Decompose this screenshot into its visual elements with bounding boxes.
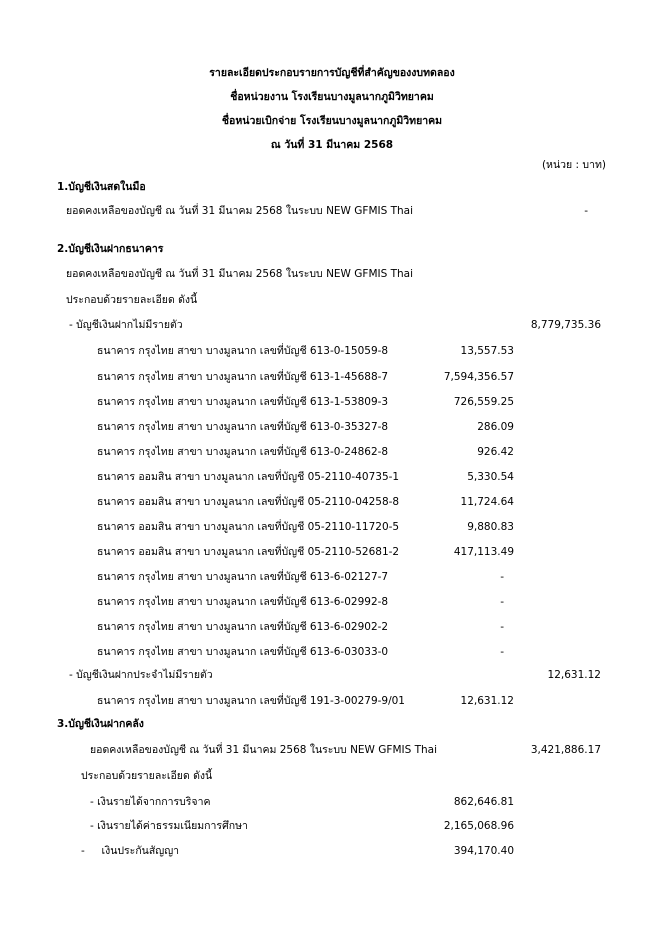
unit-label: (หน่วย : บาท) (541, 159, 606, 171)
group-b-total: 12,631.12 (547, 669, 601, 681)
account-row-value: 7,594,356.57 (443, 371, 514, 383)
account-row-label: ธนาคาร กรุงไทย สาขา บางมูลนาก เลขที่บัญชี 613-0-24862-8 (97, 446, 389, 458)
account-row-label: ธนาคาร กรุงไทย สาขา บางมูลนาก เลขที่บัญชี 613-0-35327-8 (97, 421, 389, 433)
account-row-label: ธนาคาร ออมสิน สาขา บางมูลนาก เลขที่บัญชี 05-2110-40735-1 (97, 471, 400, 483)
treasury-row-value: 862,646.81 (453, 796, 514, 808)
section1-heading: 1.บัญชีเงินสดในมือ (57, 181, 146, 193)
account-row-value: - (500, 571, 504, 583)
account-row-label: ธนาคาร กรุงไทย สาขา บางมูลนาก เลขที่บัญชี 613-1-53809-3 (97, 396, 389, 408)
treasury-row-label: - เงินรายได้จากการบริจาค (90, 796, 211, 808)
account-row-label: ธนาคาร กรุงไทย สาขา บางมูลนาก เลขที่บัญชี 191-3-00279-9/01 (97, 695, 405, 707)
section2-heading: 2.บัญชีเงินฝากธนาคาร (57, 243, 164, 255)
section3-balance-label: ยอดคงเหลือของบัญชี ณ วันที่ 31 มีนาคม 2568 ในระบบ NEW GFMIS Thai (90, 744, 438, 756)
account-row-value: - (500, 596, 504, 608)
account-row-value: 5,330.54 (467, 471, 514, 483)
account-row-value: 726,559.25 (453, 396, 514, 408)
report-title: รายละเอียดประกอบรายการบัญชีที่สำคัญของงบทดลอง (209, 67, 455, 79)
account-row-label: ธนาคาร กรุงไทย สาขา บางมูลนาก เลขที่บัญชี 613-6-02127-7 (97, 571, 389, 583)
account-row-label: ธนาคาร กรุงไทย สาขา บางมูลนาก เลขที่บัญชี 613-6-02992-8 (97, 596, 389, 608)
account-row-value: 926.42 (477, 446, 514, 458)
account-row-label: ธนาคาร ออมสิน สาขา บางมูลนาก เลขที่บัญชี 05-2110-04258-8 (97, 496, 400, 508)
as-of-date: ณ วันที่ 31 มีนาคม 2568 (270, 139, 394, 151)
section3-heading: 3.บัญชีเงินฝากคลัง (57, 718, 144, 730)
treasury-row-label: - เงินรายได้ค่าธรรมเนียมการศึกษา (90, 820, 248, 832)
section2-balance-label: ยอดคงเหลือของบัญชี ณ วันที่ 31 มีนาคม 2568 ในระบบ NEW GFMIS Thai (66, 268, 414, 280)
treasury-row-label: - เงินประกันสัญญา (81, 845, 180, 857)
section2-detail-label: ประกอบด้วยรายละเอียด ดังนี้ (66, 294, 198, 306)
group-a-total: 8,779,735.36 (530, 319, 601, 331)
section3-balance-value: 3,421,886.17 (530, 744, 601, 756)
account-row-value: - (500, 621, 504, 633)
treasury-row-value: 394,170.40 (453, 845, 514, 857)
account-row-label: ธนาคาร กรุงไทย สาขา บางมูลนาก เลขที่บัญชี 613-6-03033-0 (97, 646, 389, 658)
section3-detail-label: ประกอบด้วยรายละเอียด ดังนี้ (81, 770, 213, 782)
account-row-label: ธนาคาร ออมสิน สาขา บางมูลนาก เลขที่บัญชี 05-2110-11720-5 (97, 521, 400, 533)
account-row-label: ธนาคาร ออมสิน สาขา บางมูลนาก เลขที่บัญชี 05-2110-52681-2 (97, 546, 400, 558)
disbursing-unit-name: ชื่อหน่วยเบิกจ่าย โรงเรียนบางมูลนากภูมิวิทยาคม (221, 115, 443, 127)
treasury-row-value: 2,165,068.96 (443, 820, 514, 832)
account-row-value: 11,724.64 (460, 496, 514, 508)
group-b-label: - บัญชีเงินฝากประจำไม่มีรายตัว (69, 669, 213, 681)
account-row-value: 417,113.49 (453, 546, 514, 558)
section1-balance-label: ยอดคงเหลือของบัญชี ณ วันที่ 31 มีนาคม 2568 ในระบบ NEW GFMIS Thai (66, 205, 414, 217)
account-row-label: ธนาคาร กรุงไทย สาขา บางมูลนาก เลขที่บัญชี 613-6-02902-2 (97, 621, 389, 633)
account-row-label: ธนาคาร กรุงไทย สาขา บางมูลนาก เลขที่บัญชี 613-0-15059-8 (97, 345, 389, 357)
account-row-label: ธนาคาร กรุงไทย สาขา บางมูลนาก เลขที่บัญชี 613-1-45688-7 (97, 371, 389, 383)
account-row-value: - (500, 646, 504, 658)
agency-name: ชื่อหน่วยงาน โรงเรียนบางมูลนากภูมิวิทยาคม (230, 91, 434, 103)
account-row-value: 9,880.83 (467, 521, 514, 533)
account-row-value: 286.09 (477, 421, 514, 433)
account-row-value: 13,557.53 (460, 345, 514, 357)
group-a-label: - บัญชีเงินฝากไม่มีรายตัว (69, 319, 183, 331)
section1-balance-value: - (584, 205, 588, 217)
account-row-value: 12,631.12 (460, 695, 514, 707)
